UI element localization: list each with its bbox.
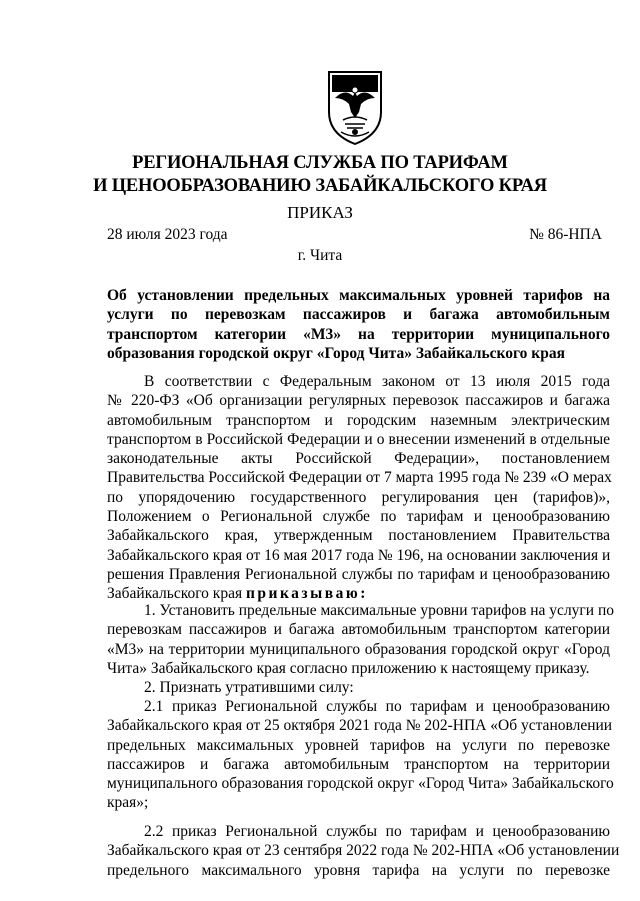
order-keyword: приказываю: [245,585,368,603]
paragraph-line: пассажиров и багажа автомобильным транспортом на территории [107,755,610,773]
preamble-paragraph [107,372,610,604]
org-line-1: РЕГИОНАЛЬНАЯ СЛУЖБА ПО ТАРИФАМ [132,153,508,173]
document-date: 28 июля 2023 года [107,226,228,243]
paragraph-line: Забайкальского края, утвержденным постановлением Правительства [107,527,610,545]
paragraph-line: законодательные акты Российской Федерации», постановлением [107,450,610,468]
paragraph-line: Положением о Региональной службе по тарифам и ценообразованию [107,508,610,526]
title-line: транспортом категории «М3» на территории муниципального [107,325,610,343]
paragraph-line: Забайкальского края от 23 сентября 2022 года № 202-НПА «Об установлении [107,842,620,860]
paragraph-line: Забайкальского края от 25 октября 2021 года № 202-НПА «Об установлении [107,717,613,735]
paragraph-line: перевозкам пассажиров и багажа автомобильным транспортом категории [107,621,610,639]
preamble-final-text: Забайкальского края [107,585,246,603]
paragraph-line: муниципального образования городской округ «Город Чита» Забайкальского [107,775,614,793]
document-number: № 86-НПА [529,226,602,243]
paragraph-line: «М3» на территории муниципального образования городской округ «Город [107,640,610,658]
item-2-1-paragraph [107,697,614,813]
organization-name [0,152,640,198]
paragraph-line: № 220-ФЗ «Об организации регулярных перевозок пассажиров и багажа [107,392,610,410]
document-type: ПРИКАЗ [287,203,353,222]
document-title [107,286,610,363]
paragraph-line: 2.2 приказ Региональной службы по тарифам и ценообразованию [144,823,610,840]
paragraph-line: 2.1 приказ Региональной службы по тарифам и ценообразованию [144,698,610,715]
item-2-2-paragraph [107,822,620,880]
paragraph-line: транспортом в Российской Федерации и о внесении изменений в отдельные [107,430,610,448]
title-line: Об установлении предельных максимальных уровней тарифов на [107,287,610,304]
paragraph-line: предельных максимальных уровней тарифов на услуги по перевозке [107,736,610,754]
paragraph-line: края»; [107,794,149,812]
paragraph-line: 1. Установить предельные максимальные уровни тарифов на услуги по [144,602,614,619]
paragraph-line: Забайкальского края от 16 мая 2017 года № 196, на основании заключения и [107,546,611,564]
paragraph-line: Чита» Забайкальского края согласно приложению к настоящему приказу. [107,659,590,677]
title-line: образования городской округ «Город Чита» Забайкальского края [107,344,565,362]
document-city: г. Чита [297,247,343,264]
item-1-paragraph [107,601,614,697]
paragraph-line: Правительства Российской Федерации от 7 марта 1995 года № 239 «О мерах [107,469,612,487]
title-line: услуги по перевозкам пассажиров и багажа автомобильным [107,306,610,324]
paragraph-line: предельного максимального уровня тарифа на услуги по перевозке [107,861,610,879]
coat-of-arms-icon [323,68,387,146]
paragraph-line: по упорядочению государственного регулирования цен (тарифов)», [107,488,610,506]
paragraph-line: решения Правления Региональной службы по тарифам и ценообразованию [107,565,610,583]
paragraph-line: В соответствии с Федеральным законом от 13 июля 2015 года [144,373,610,390]
org-line-2: И ЦЕНООБРАЗОВАНИЮ ЗАБАЙКАЛЬСКОГО КРАЯ [93,176,547,196]
item-2-line: 2. Признать утратившими силу: [144,679,354,697]
paragraph-line: автомобильным транспортом и городским наземным электрическим [107,411,610,429]
